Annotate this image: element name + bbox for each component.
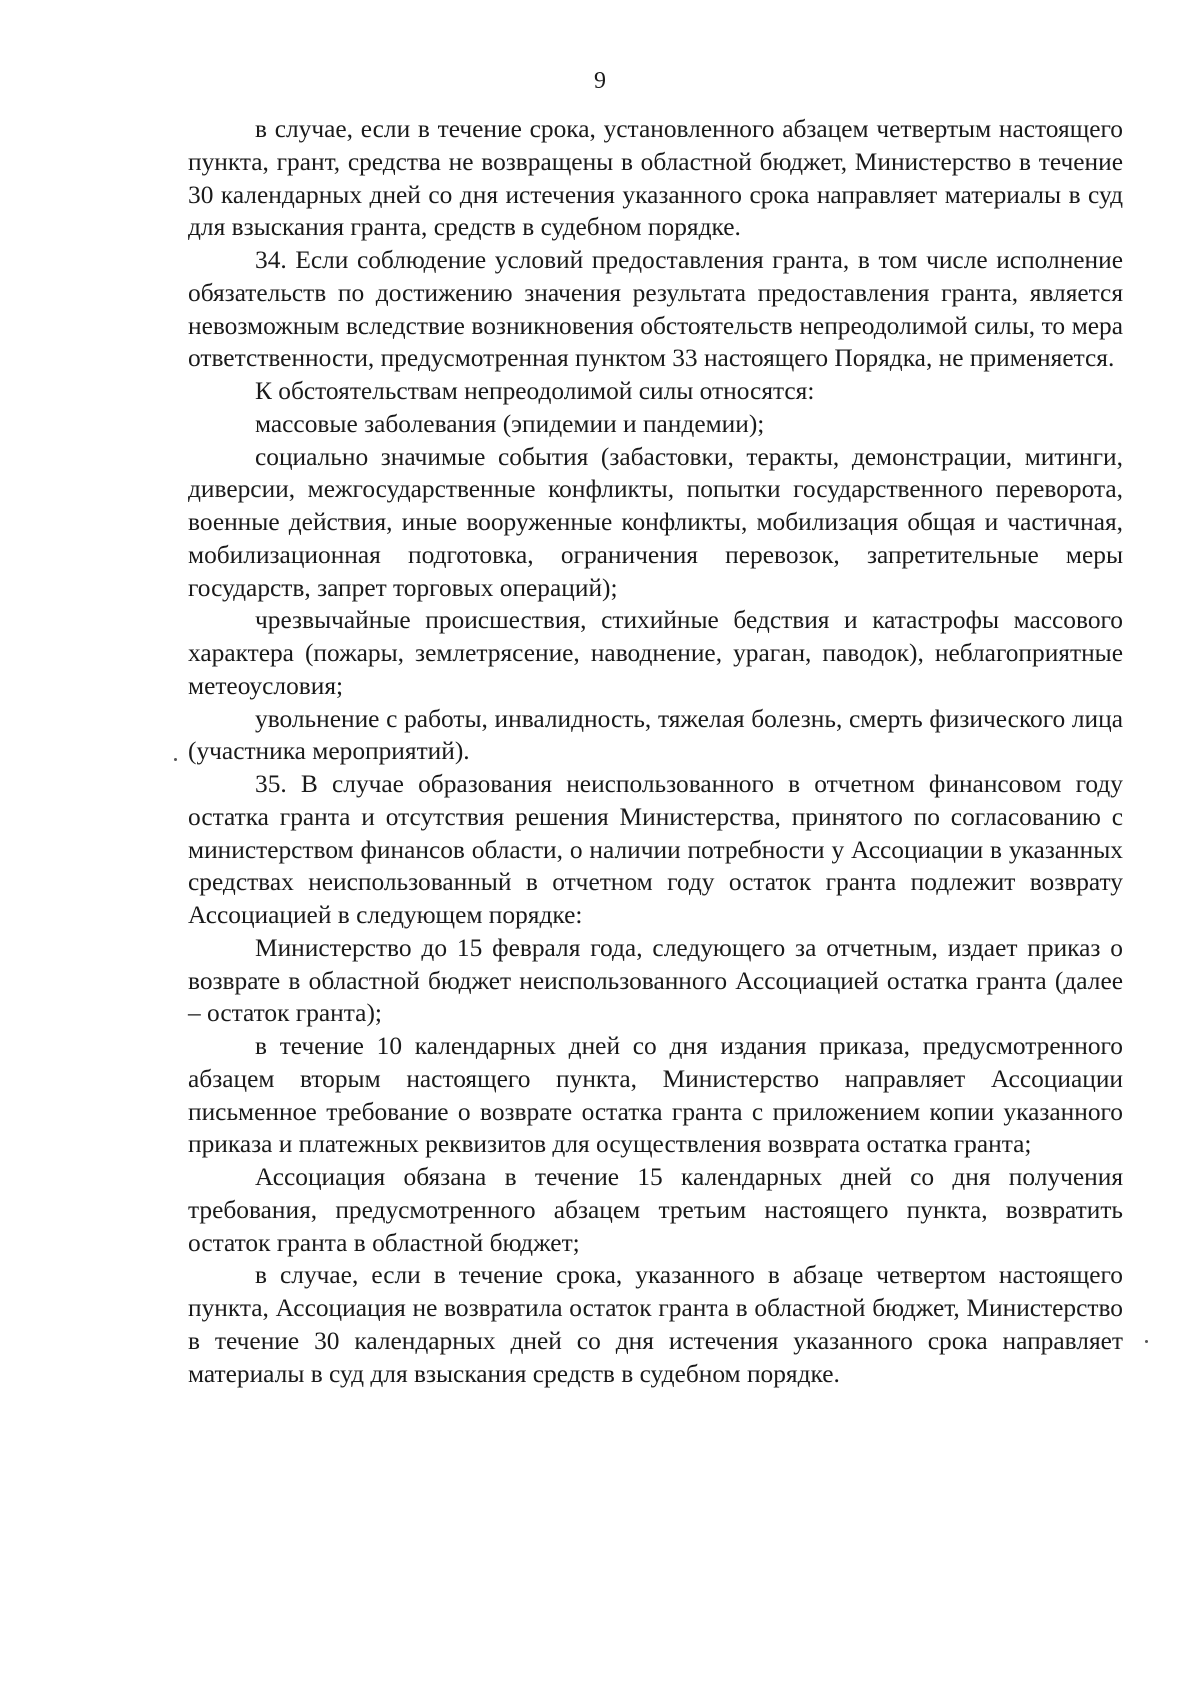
paragraph: К обстоятельствам непреодолимой силы относятся: (255, 377, 815, 405)
paragraph-item-34: 34. Если соблюдение условий предоставления гранта, в том числе исполнение обязательств по достижению значения результата предоставления гранта, является невозможным вследствие возникновения обстоятельств непреодолимой силы, то мера ответственности, предусмотренная пунктом 33 настоящего Порядка, не применяется. (188, 246, 1123, 373)
paragraph: массовые заболевания (эпидемии и пандемии); (255, 409, 765, 438)
scan-artifact-dot (174, 758, 177, 761)
paragraph: социально значимые события (забастовки, теракты, демонстрации, митинги, диверсии, межгосударственные конфликты, попытки государственного переворота, военные действия, иные вооруженные конфликты, мобилизация общая и частичная, мобилизационная подготовка, ограничения перевозок, запретительные меры государств, запрет торговых операций); (188, 442, 1123, 602)
paragraph-item-35: 35. В случае образования неиспользованного в отчетном финансовом году остатка гранта и отсутствия решения Министерства, принятого по согласованию с министерством финансов области, о наличии потребности у Ассоциации в указанных средствах неиспользованный в отчетном году остаток гранта подлежит возврату Ассоциацией в следующем порядке: (188, 770, 1123, 929)
paragraph: в течение 10 календарных дней со дня издания приказа, предусмотренного абзацем вторым настоящего пункта, Министерство направляет Ассоциации письменное требование о возврате остатка гранта с приложением копии указанного приказа и платежных реквизитов для осуществления возврата остатка гранта; (188, 1032, 1123, 1159)
paragraph: в случае, если в течение срока, указанного в абзаце четвертом настоящего пункта, Ассоциация не возвратила остаток гранта в областной бюджет, Министерство в течение 30 календарных дней со дня истечения указанного срока направляет материалы в суд для взыскания средств в судебном порядке. (188, 1261, 1123, 1388)
paragraph: увольнение с работы, инвалидность, тяжелая болезнь, смерть физического лица (участника мероприятий). (188, 704, 1123, 766)
paragraph: в случае, если в течение срока, установленного абзацем четвертым настоящего пункта, грант, средства не возвращены в областной бюджет, Министерство в течение 30 календарных дней со дня истечения указанного срока направляет материалы в суд для взыскания гранта, средств в судебном порядке. (188, 115, 1123, 242)
page-number: 9 (594, 68, 606, 94)
paragraph: Министерство до 15 февраля года, следующего за отчетным, издает приказ о возврате в областной бюджет неиспользованного Ассоциацией остатка гранта (далее – остаток гранта); (188, 933, 1123, 1028)
document-body (188, 113, 1123, 1390)
paragraph: чрезвычайные происшествия, стихийные бедствия и катастрофы массового характера (пожары, землетрясение, наводнение, ураган, паводок), неблагоприятные метеоусловия; (188, 606, 1123, 700)
scan-artifact-dot (1145, 1340, 1148, 1343)
paragraph: Ассоциация обязана в течение 15 календарных дней со дня получения требования, предусмотренного абзацем третьим настоящего пункта, возвратить остаток гранта в областной бюджет; (188, 1163, 1123, 1257)
